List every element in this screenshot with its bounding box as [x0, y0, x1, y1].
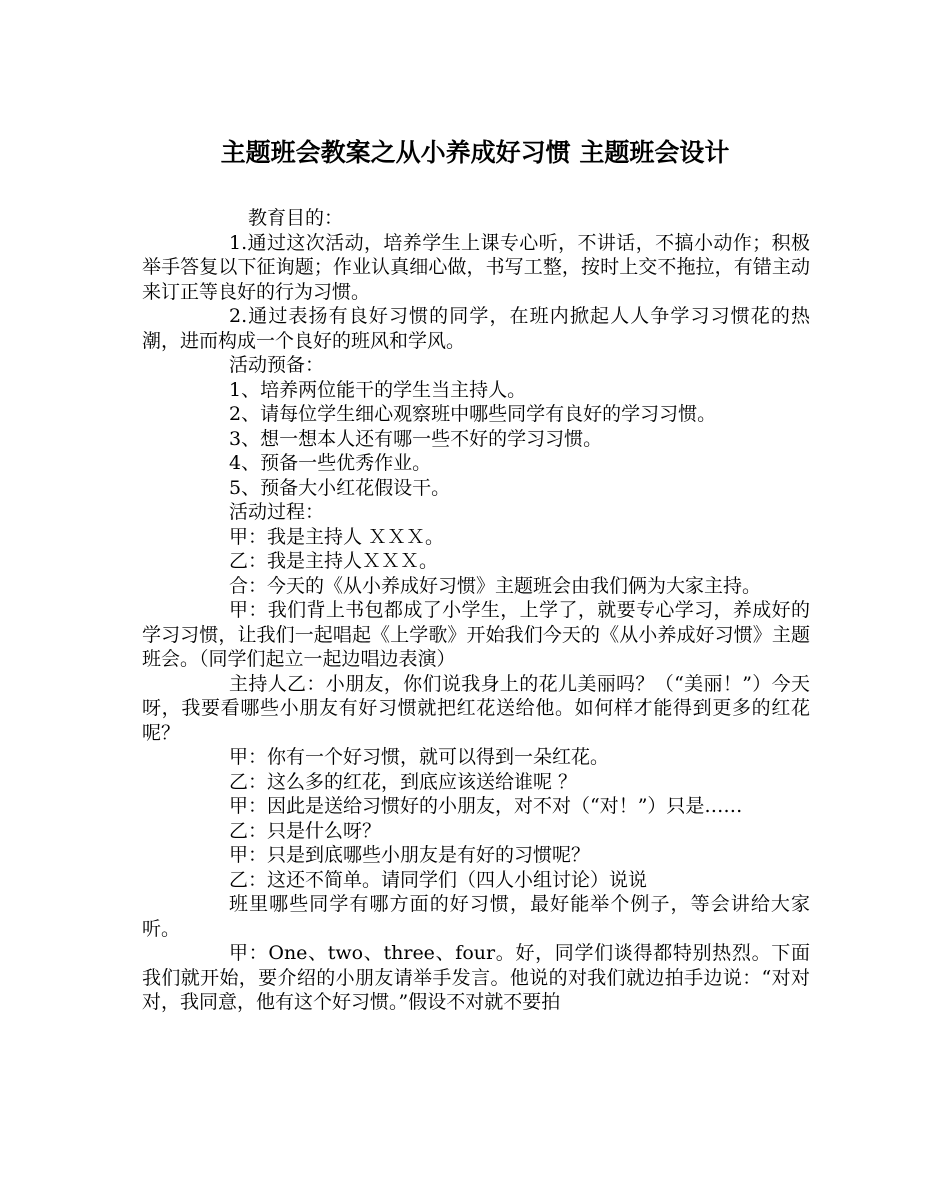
document-body [142, 206, 810, 1015]
paragraph: 教育目的： [248, 207, 344, 229]
paragraph: 主持人乙：小朋友，你们说我身上的花儿美丽吗？（“美丽！”）今天呀，我要看哪些小朋友有好习惯就把红花送给他。如何样才能得到更多的红花呢？ [142, 672, 810, 744]
paragraph: 3、想一想本人还有哪一些不好的学习习惯。 [229, 427, 603, 450]
paragraph: 2、请每位学生细心观察班中哪些同学有良好的学习习惯。 [229, 403, 717, 425]
paragraph: 乙：这么多的红花，到底应该送给谁呢 ？ [229, 770, 578, 793]
paragraph: 乙：这还不简单。请同学们（四人小组讨论）说说 [229, 868, 648, 891]
paragraph: 1.通过这次活动，培养学生上课专心听，不讲话，不搞小动作；积极举手答复以下征询题；作业认真细心做，书写工整，按时上交不拖拉，有错主动来订正等良好的行为习惯。 [142, 231, 810, 303]
paragraph: 活动过程： [229, 501, 325, 523]
paragraph: 合：今天的《从小养成好习惯》主题班会由我们俩为大家主持。 [229, 574, 762, 597]
paragraph: 1、培养两位能干的学生当主持人。 [229, 378, 527, 401]
paragraph: 2.通过表扬有良好习惯的同学，在班内掀起人人争学习习惯花的热潮，进而构成一个良好的班风和学风。 [142, 305, 810, 352]
paragraph: 甲：因此是送给习惯好的小朋友，对不对（“对！”）只是…… [229, 795, 743, 817]
paragraph: 活动预备： [229, 354, 325, 376]
paragraph: 甲：我是主持人 ＸＸＸ。 [229, 525, 445, 548]
paragraph: 乙：我是主持人ＸＸＸ。 [229, 550, 439, 572]
paragraph: 5、预备大小红花假设干。 [229, 476, 451, 499]
paragraph: 甲：我们背上书包都成了小学生，上学了，就要专心学习，养成好的学习习惯，让我们一起唱起《上学歌》开始我们今天的《从小养成好习惯》主题班会。（同学们起立一起边唱边表演） [142, 599, 810, 670]
paragraph: 乙：只是什么呀？ [229, 819, 382, 842]
paragraph: 4、预备一些优秀作业。 [229, 452, 432, 474]
document-title: 主题班会教案之从小养成好习惯 主题班会设计 [220, 138, 730, 167]
paragraph: 班里哪些同学有哪方面的好习惯，最好能举个例子，等会讲给大家听。 [142, 893, 810, 940]
paragraph: 甲：One、two、three、four。好，同学们谈得都特别热烈。下面我们就开始，要介绍的小朋友请举手发言。他说的对我们就边拍手边说：“对对对，我同意，他有这个好习惯。”假设不对就不要拍 [142, 942, 810, 1013]
paragraph: 甲：只是到底哪些小朋友是有好的习惯呢？ [229, 844, 591, 866]
paragraph: 甲：你有一个好习惯，就可以得到一朵红花。 [229, 746, 610, 768]
